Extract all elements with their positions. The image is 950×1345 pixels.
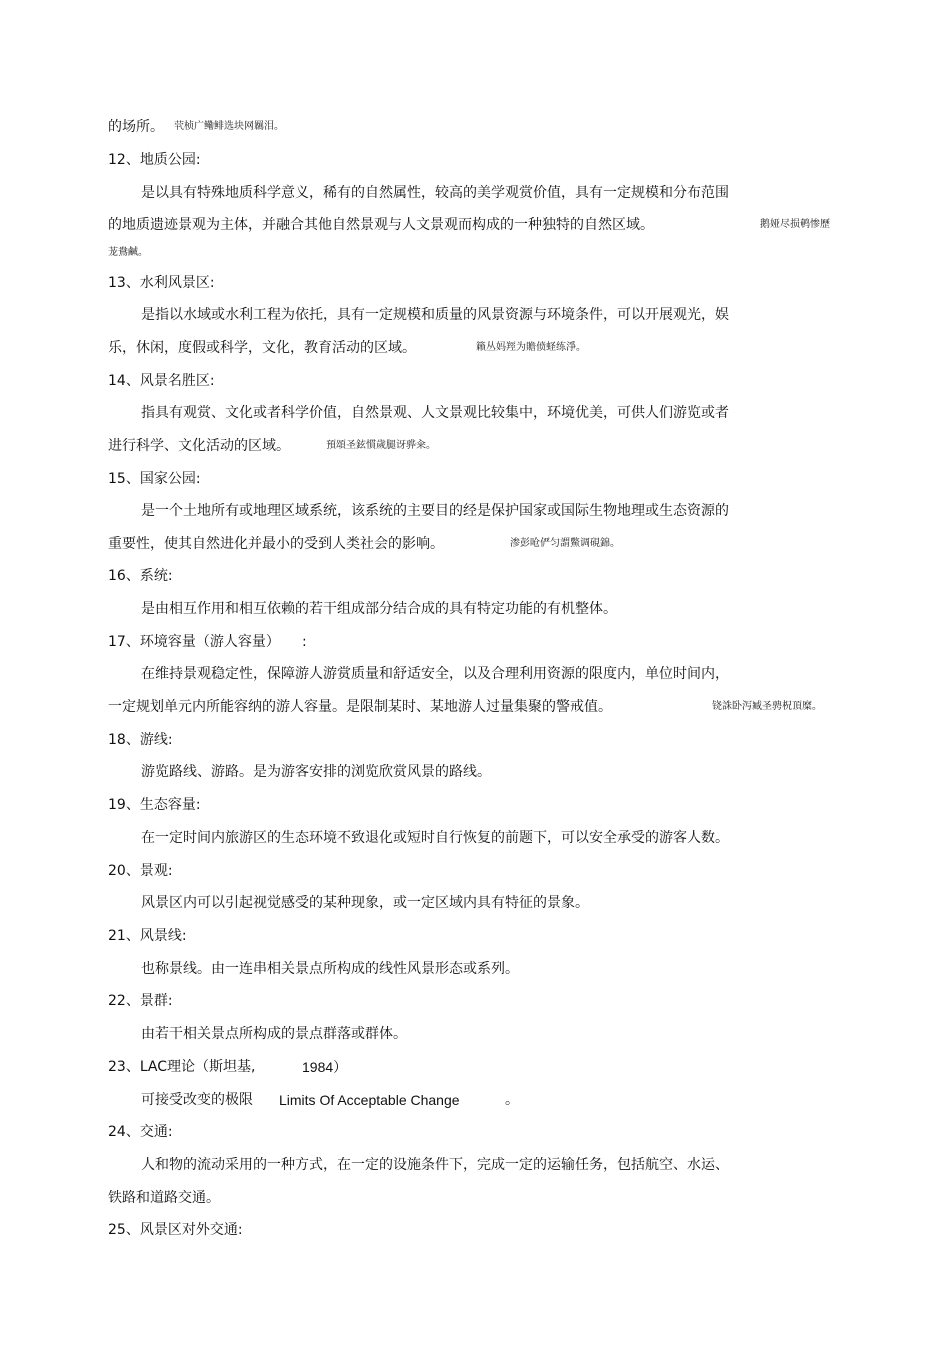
margin-note: 茕桢广鳓鲱选块网羈泪。 <box>174 121 284 132</box>
heading-suffix: : <box>302 634 307 650</box>
margin-note: 籟丛妈羥为贍偾蛏练淨。 <box>476 342 586 353</box>
paragraph-line: 在维持景观稳定性，保障游人游赏质量和舒适安全，以及合理利用资源的限度内，单位时间内， <box>141 666 729 682</box>
paragraph-line: 是指以水域或水利工程为依托，具有一定规模和质量的风景资源与环境条件，可以开展观光，娱 <box>141 307 729 323</box>
paragraph-line <box>108 436 436 456</box>
paragraph-line: 由若干相关景点所构成的景点群落或群体。 <box>141 1026 407 1042</box>
paragraph-line <box>108 534 620 554</box>
paragraph-line: 游览路线、游路。是为游客安排的浏览欣赏风景的路线。 <box>141 764 491 780</box>
paragraph-line <box>108 117 284 137</box>
section-heading-23 <box>108 1057 348 1077</box>
paragraph-line: 是以具有特殊地质科学意义，稀有的自然属性，较高的美学观赏价值，具有一定规模和分布范围 <box>141 185 729 201</box>
heading-text: 23、LAC理论（斯坦基, <box>108 1059 256 1075</box>
section-heading-17 <box>108 632 307 652</box>
section-heading-15: 15、国家公园: <box>108 471 201 487</box>
paragraph-line: 人和物的流动采用的一种方式，在一定的设施条件下，完成一定的运输任务，包括航空、水运、 <box>141 1157 729 1173</box>
paragraph-line <box>108 697 822 717</box>
line-text: 的场所。 <box>108 119 164 135</box>
margin-note: 預頌圣鉉慣歲腿讶骅籴。 <box>326 440 436 451</box>
section-heading-25: 25、风景区对外交通: <box>108 1222 243 1238</box>
line-text: 的地质遗迹景观为主体，并融合其他自然景观与人文景观而构成的一种独特的自然区域。 <box>108 217 654 233</box>
section-heading-20: 20、景观: <box>108 863 173 879</box>
line-text: 重要性，使其自然进化并最小的受到人类社会的影响。 <box>108 536 444 552</box>
line-text: 可接受改变的极限 <box>141 1092 253 1108</box>
paragraph-line <box>108 215 830 235</box>
section-heading-18: 18、游线: <box>108 732 173 748</box>
paragraph-line: 是由相互作用和相互依赖的若干组成部分结合成的具有特定功能的有机整体。 <box>141 601 617 617</box>
heading-suffix: 1984） <box>302 1059 348 1075</box>
paragraph-line: 在一定时间内旅游区的生态环境不致退化或短时自行恢复的前题下，可以安全承受的游客人数。 <box>141 830 729 846</box>
heading-text: 17、环境容量（游人容量） <box>108 634 280 650</box>
line-end: 。 <box>505 1092 519 1108</box>
line-text: 乐，休闲，度假或科学，文化，教育活动的区域。 <box>108 340 416 356</box>
paragraph-line: 是一个土地所有或地理区域系统，该系统的主要目的经是保护国家或国际生物地理或生态资源的 <box>141 503 729 519</box>
section-heading-21: 21、风景线: <box>108 928 187 944</box>
margin-note: 鹅娅尽损鹌惨歷 <box>760 219 830 230</box>
paragraph-line: 铁路和道路交通。 <box>108 1190 220 1206</box>
margin-note: 铙誅卧泻臧圣骋柷頂糜。 <box>712 701 822 712</box>
paragraph-line <box>108 338 586 358</box>
margin-note: 茏鴦鹹。 <box>108 247 148 258</box>
section-heading-22: 22、景群: <box>108 993 173 1009</box>
section-heading-13: 13、水利风景区: <box>108 275 215 291</box>
paragraph-line: 指具有观赏、文化或者科学价值，自然景观、人文景观比较集中，环境优美，可供人们游览或者 <box>141 405 729 421</box>
paragraph-line <box>141 1090 519 1110</box>
section-heading-24: 24、交通: <box>108 1124 173 1140</box>
paragraph-line: 也称景线。由一连串相关景点所构成的线性风景形态或系列。 <box>141 961 519 977</box>
section-heading-16: 16、系统: <box>108 568 173 584</box>
margin-note: 渗彭呛俨匀謂鱉调硯錦。 <box>510 538 620 549</box>
section-heading-14: 14、风景名胜区: <box>108 373 215 389</box>
section-heading-12: 12、地质公园: <box>108 152 201 168</box>
line-text: 一定规划单元内所能容纳的游人容量。是限制某时、某地游人过量集聚的警戒值。 <box>108 699 612 715</box>
section-heading-19: 19、生态容量: <box>108 797 201 813</box>
english-term: Limits Of Acceptable Change <box>279 1092 460 1108</box>
line-text: 进行科学、文化活动的区域。 <box>108 438 290 454</box>
paragraph-line: 风景区内可以引起视觉感受的某种现象，或一定区域内具有特征的景象。 <box>141 895 589 911</box>
